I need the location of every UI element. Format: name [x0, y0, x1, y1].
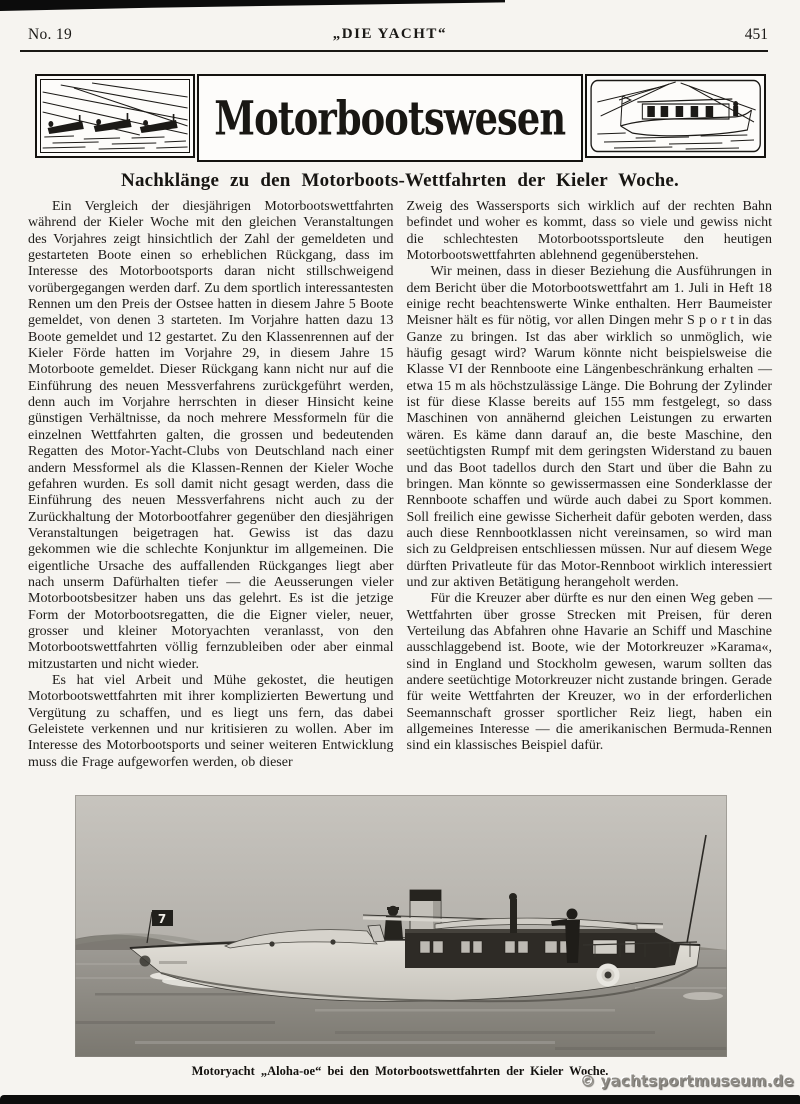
banner-title-frame [197, 74, 582, 162]
paragraph: Ein Vergleich der diesjährigen Motorbootswettfahrten während der Kieler Woche mit den gleichen Veranstaltungen des Vorjahres zeigt hinsichtlich der Zahl der gemeldeten und gestarteten Boote einen so erheblichen Rückgang, dass im Interesse des Motorbootsports daran nicht stillschweigend vorübergegangen werden darf. Zu dem sportlich interessantesten Rennen um den Preis der Ostsee hatten in diesem Jahre 5 Boote gemeldet, von denen 3 starteten. Im Vorjahre hatten dazu 13 Boote gemeldet und 12 gestartet. Zu den Klassenrennen auf der Kieler Förde hatten im Vorjahre 29, in diesem Jahre 15 Motorboote gemeldet. Dieser Rückgang kann nicht nur auf die Einführung des neuen Messverfahrens zurückgeführt werden, denn auch im Vorjahre herrschten in dieser Hinsicht keine günstigen Verhältnisse, da noch mehrere Messformeln für die einzelnen Wettfahrten galten, die grossen und bedeutenden Regatten des Motor-Yacht-Clubs von Deutschland nach einer andern Messformel als die Klassen-Rennen der Kieler Woche gefahren wurden. Es soll damit nicht gesagt werden, dass die Einführung des neuen Messverfahrens nicht auch zu der Zurückhaltung der Motorbootfahrer gegenüber den diesjährigen Veranstaltungen beigetragen hat. Gewiss ist das dazu gekommen wie die schlechte Konjunktur im allgemeinen. Die eigentliche Ursache des auffallenden Rückganges liegt aber nach unserm Dafürhalten tiefer — die Aeusserungen vieler Motorbootsbesitzer haben uns das gelehrt. Es ist die jetzige Form der Motorbootsregatten, die die Eigner vieler, neuer, grosser und kleiner Motoryachten veranlasst, von den Motorbootswettfahrten völlig fernzubleiben oder aber einmal mitzustarten und nicht wieder. [28, 199, 394, 672]
section-title: Motorbootswesen [214, 90, 566, 146]
column-left [28, 199, 394, 771]
article-headline: Nachklänge zu den Motorboots-Wettfahrten der Kieler Woche. [121, 170, 679, 191]
flag-number: 7 [157, 912, 167, 926]
paragraph: Es hat viel Arbeit und Mühe gekostet, die heutigen Motorbootswettfahrten mit ihrer komplizierten Bewertung und Vergütung zu schaffen, und es liegt uns fern, das dabei Geleistete verkennen und nur kritisieren zu wollen. Aber im Interesse des Motorbootsports und seiner weiteren Entwicklung muss die Frage aufgeworfen werden, ob dieser [28, 672, 394, 770]
journal-title: „DIE YACHT“ [332, 26, 447, 42]
photo-caption: Motoryacht „Aloha-oe“ bei den Motorbootswettfahrten der Kieler Woche. [191, 1064, 609, 1078]
motor-cruiser-illustration [589, 78, 762, 154]
header-rule [20, 50, 768, 52]
paragraph: Für die Kreuzer aber dürfte es nur den einen Weg geben — Wettfahrten über grosse Strecken mit Preisen, für deren Verteilung das Abfahren ohne Havarie an Schiff und Maschine ausschlaggebend ist. Boote, wie der Motorkreuzer »Karama«, sind in England und Stockholm gewesen, warum sollten das andere seetüchtige Motorkreuzer nicht zustande bringen. Gerade für weite Wettfahrten der Kreuzer, wo in der erforderlichen Seemannschaft grosser sportlicher Reiz liegt, haben ein allgemeines Interesse — die amerikanischen Bermuda-Rennen sind ein klassisches Beispiel dafür. [406, 591, 772, 754]
section-banner [35, 74, 766, 162]
watermark: © yachtsportmuseum.de [580, 1072, 794, 1090]
scan-artifact-bottom [0, 1095, 800, 1104]
photo-bow-emblem [140, 956, 151, 967]
article-body [28, 199, 772, 771]
motorboat-photo [75, 795, 727, 1057]
photo-ventilator [510, 899, 517, 933]
page-number: 451 [744, 26, 768, 43]
paragraph: Zweig des Wassersports sich wirklich auf der rechten Bahn befindet und woher es kommt, dass so viele und gewiss nicht die schlechtesten Motorbootssportsleute den heutigen Motorbootswettfahrten ablehnend gegenüberstehen. [406, 199, 772, 264]
scan-artifact-top [0, 0, 505, 11]
banner-left-frame [35, 74, 195, 158]
issue-number: No. 19 [28, 26, 72, 43]
running-head [28, 26, 770, 46]
banner-right-frame [585, 74, 766, 158]
paragraph: Wir meinen, dass in dieser Beziehung die Ausführungen in dem Bericht über die Motorbootswettfahrt am 1. Juli in Heft 18 einige recht beachtenswerte Winke enthalten. Herr Baumeister Meisner hält es für nötig, vor allen Dingen mehr S p o r t in das Ganze zu bringen. Ist das aber wirklich so unmöglich, wie häufig gesagt wird? Warum könnte nicht beispielsweise die Klasse VI der Rennboote eine Längenbeschränkung erhalten — etwa 15 m als höchstzulässige Länge. Die Bohrung der Zylinder ist für diese Klasse bereits auf 155 mm festgelegt, so dass Maschinen von annähernd gleichen Leistungen zu erwarten wären. Es käme dann darauf an, die beste Maschine, den seetüchtigsten Rumpf mit dem geringsten Widerstand zu bauen und das Boot tadellos durch den Start und über die Bahn zu bringen. Man könnte so gewissermassen eine Sonderklasse der Rennboote schaffen und würde auch dabei zu Sport kommen. Soll freilich eine gewisse Sicherheit dafür geboten werden, dass auch diese Rennbootklassen nicht vereinsamen, so wird man sich zu Geldpreisen entschliessen müssen. Nur auf diesem Wege dürften Privatleute für das Motor-Rennboot wirklich interessiert und zur aktiven Betätigung herangeholt werden. [406, 264, 772, 590]
column-right [407, 199, 773, 771]
racing-motorboats-illustration [41, 80, 189, 152]
